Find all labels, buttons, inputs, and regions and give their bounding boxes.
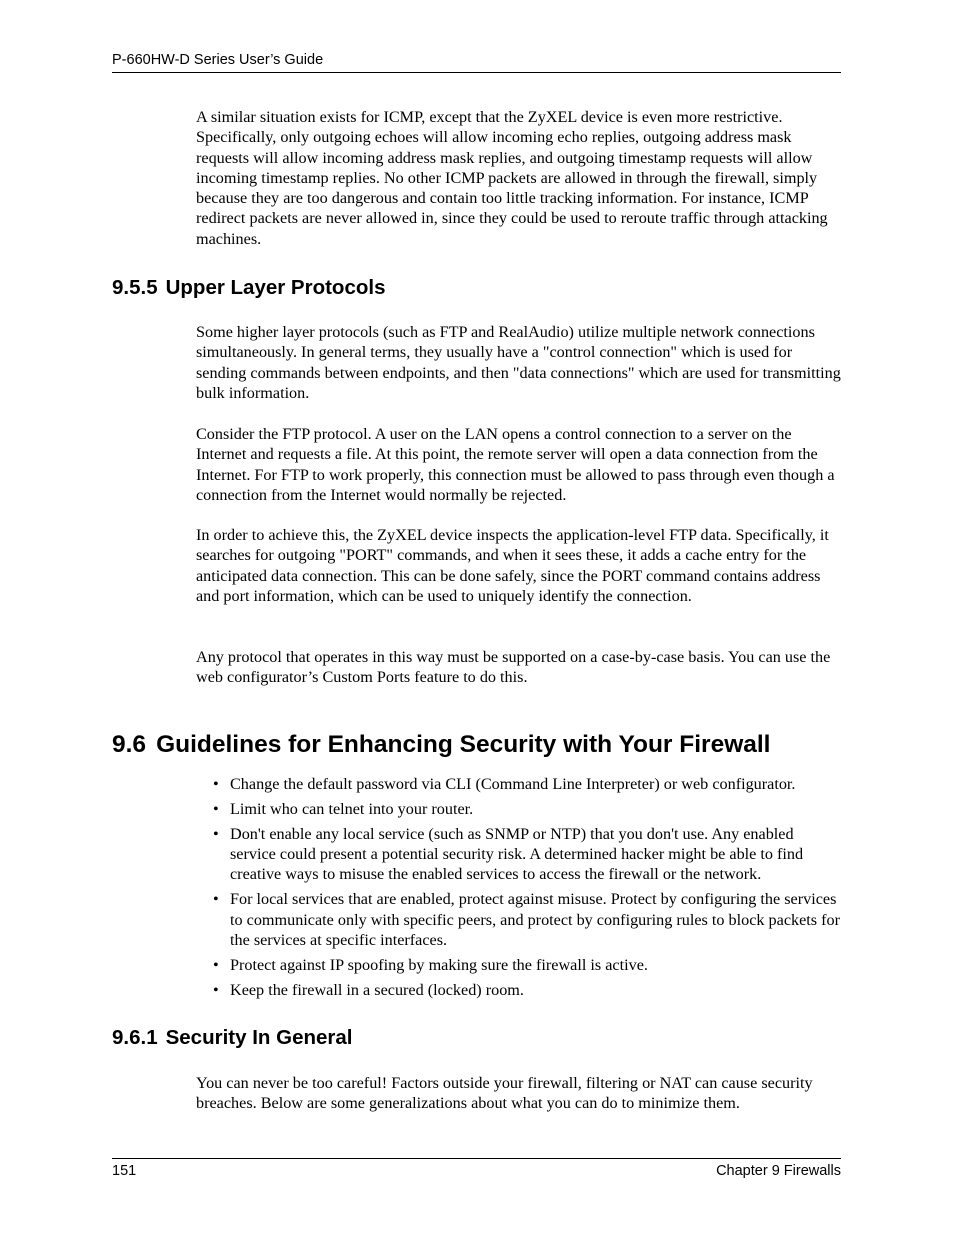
page-footer xyxy=(112,1158,841,1180)
bullet-icon: • xyxy=(213,955,219,974)
list-item-text: For local services that are enabled, protect against misuse. Protect by configuring the services to communicate only with specific peers, and protect by configuring rules to block packets for the services at specific interfaces. xyxy=(230,890,840,949)
page-number: 151 xyxy=(112,1163,137,1179)
section-heading-9-6-1 xyxy=(112,1026,352,1050)
bullet-icon: • xyxy=(213,824,219,843)
section-title: Upper Layer Protocols xyxy=(165,276,386,299)
section-number: 9.6 xyxy=(112,731,147,758)
list-item xyxy=(196,889,842,950)
security-general-paragraph: You can never be too careful! Factors outside your firewall, filtering or NAT can cause security breaches. Below are some generalizations about what you can do to minimize them. xyxy=(196,1074,813,1113)
upper-layer-paragraph-1: Some higher layer protocols (such as FTP and RealAudio) utilize multiple network connections simultaneously. In general terms, they usually have a "control connection" which is used for sending commands between endpoints, and then "data connections" which are used for transmitting bulk information. xyxy=(196,323,841,402)
upper-layer-paragraph-2: Consider the FTP protocol. A user on the LAN opens a control connection to a server on the Internet and requests a file. At this point, the remote server will open a data connection from the Internet. For FTP to work properly, this connection must be allowed to pass through even though a connection from the Internet would normally be rejected. xyxy=(196,425,835,504)
section-title: Security In General xyxy=(165,1026,353,1049)
section-title: Guidelines for Enhancing Security with Your Firewall xyxy=(156,731,771,758)
bullet-icon: • xyxy=(213,890,219,909)
upper-layer-paragraph-4: Any protocol that operates in this way must be supported on a case-by-case basis. You can use the web configurator’s Custom Ports feature to do this. xyxy=(196,648,831,687)
list-item xyxy=(196,774,842,794)
chapter-label: Chapter 9 Firewalls xyxy=(716,1163,841,1179)
bullet-icon: • xyxy=(213,980,219,999)
list-item-text: Protect against IP spoofing by making sure the firewall is active. xyxy=(230,955,648,974)
section-number: 9.6.1 xyxy=(112,1026,158,1049)
list-item xyxy=(196,955,842,975)
guide-title: P-660HW-D Series User’s Guide xyxy=(112,52,324,68)
icmp-paragraph: A similar situation exists for ICMP, except that the ZyXEL device is even more restrictive. Specifically, only outgoing echoes will allow incoming echo replies, outgoing address mask requests will allow incoming address mask replies, and outgoing timestamp requests will allow incoming timestamp replies. No other ICMP packets are allowed in through the firewall, simply because they are too dangerous and contain too little tracking information. For instance, ICMP redirect packets are never allowed in, since they could be used to reroute traffic through attacking machines. xyxy=(196,108,828,248)
section-heading-9-5-5 xyxy=(112,276,385,300)
list-item-text: Limit who can telnet into your router. xyxy=(230,799,474,818)
section-number: 9.5.5 xyxy=(112,276,158,299)
upper-layer-paragraph-3: In order to achieve this, the ZyXEL device inspects the application-level FTP data. Specifically, it searches for outgoing "PORT" commands, and when it sees these, it adds a cache entry for the anticipated data connection. This can be done safely, since the PORT command contains address and port information, which can be used to uniquely identify the connection. xyxy=(196,526,829,605)
section-heading-9-6 xyxy=(112,731,771,759)
page-header xyxy=(112,52,841,73)
list-item xyxy=(196,980,842,1000)
list-item-text: Keep the firewall in a secured (locked) room. xyxy=(230,980,524,999)
list-item-text: Don't enable any local service (such as SNMP or NTP) that you don't use. Any enabled service could present a potential security risk. A determined hacker might be able to find creative ways to misuse the enabled services to access the firewall or the network. xyxy=(230,824,804,884)
list-item xyxy=(196,824,842,885)
guidelines-list xyxy=(196,774,842,1005)
list-item xyxy=(196,799,842,819)
bullet-icon: • xyxy=(213,775,219,793)
bullet-icon: • xyxy=(213,799,219,818)
list-item-text: Change the default password via CLI (Command Line Interpreter) or web configurator. xyxy=(230,775,796,793)
